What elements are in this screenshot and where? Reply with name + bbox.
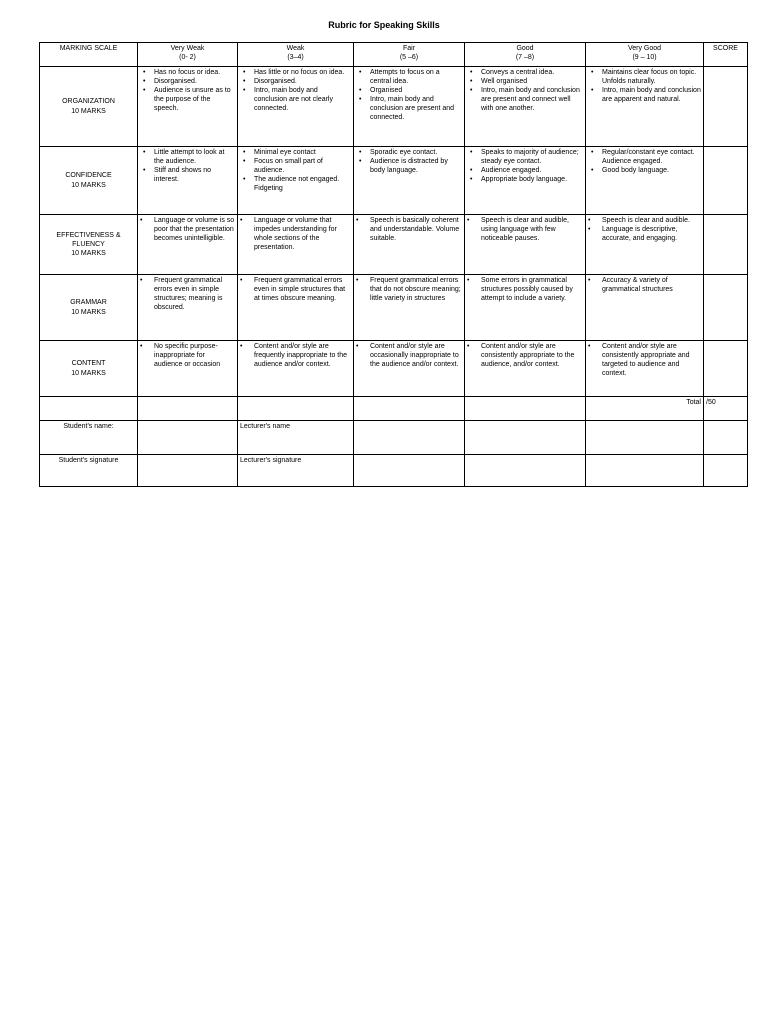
empty-cell [465,455,586,487]
criterion-cell [40,147,138,215]
descriptor-item: • Focus on small part of audience. [254,157,351,175]
criterion-cell [40,67,138,147]
criterion-name: ORGANIZATION [62,98,115,106]
level-range: (0- 2) [179,54,196,62]
level-name: Good [516,45,534,52]
criterion-marks: 10 MARKS [71,181,106,189]
descriptor-item: • Language or volume is so poor that the presentation becomes unintelligible. [154,216,235,243]
name-row [40,421,748,455]
criterion-marks: 10 MARKS [71,369,106,377]
empty-cell [586,421,704,455]
descriptor-item: • Speaks to majority of audience; steady eye contact. [481,148,583,166]
score-cell[interactable] [704,215,748,275]
descriptor-item: • Sporadic eye contact. [370,148,462,157]
descriptor-list [240,216,351,252]
descriptor-cell [138,147,238,215]
criterion-marks: 10 MARKS [71,107,106,115]
descriptor-item: • Speech is clear and audible, using language with few noticeable pauses. [481,216,583,243]
descriptor-item: • Disorganised. [254,77,351,86]
level-header [138,43,238,67]
descriptor-item: • Intro, main body and conclusion are present and connect well with one another. [481,86,583,113]
descriptor-cell [586,215,704,275]
descriptor-item: • Intro, main body and conclusion are present and connected. [370,95,462,122]
student-signature-field[interactable] [138,455,238,487]
descriptor-item: • Has no focus or idea. [154,68,235,77]
criterion-row [40,275,748,341]
descriptor-item: • Content and/or style are consistently appropriate and targeted to audience and context. [602,342,701,378]
score-cell[interactable] [704,147,748,215]
descriptor-item: • Appropriate body language. [481,175,583,184]
descriptor-item: • Language or volume that impedes understanding for whole sections of the presentation. [254,216,351,252]
descriptor-item: • Maintains clear focus on topic. Unfolds naturally. [602,68,701,86]
criterion-name: EFFECTIVENESS & FLUENCY [56,231,121,248]
level-header [354,43,465,67]
descriptor-item: • Has little or no focus on idea. [254,68,351,77]
descriptor-item: • Minimal eye contact [254,148,351,157]
empty-cell [354,397,465,421]
descriptor-cell [354,275,465,341]
descriptor-list [356,216,462,243]
level-range: (3–4) [287,54,304,62]
descriptor-cell [138,215,238,275]
document-title: Rubric for Speaking Skills [328,20,440,30]
empty-cell [465,421,586,455]
student-name-label: Student's name: [40,421,138,455]
descriptor-list [356,148,462,175]
student-signature-label: Student's signature [40,455,138,487]
descriptor-item: • Language is descriptive, accurate, and engaging. [602,225,701,243]
descriptor-list [140,148,235,184]
level-name: Very Weak [170,45,205,52]
descriptor-item: • Audience is distracted by body language. [370,157,462,175]
empty-cell [704,421,748,455]
criterion-marks: 10 MARKS [71,250,106,258]
descriptor-list [588,342,701,378]
descriptor-list [140,276,235,312]
score-cell[interactable] [704,275,748,341]
descriptor-item: • Content and/or style are consistently appropriate to the audience, and/or context. [481,342,583,369]
rubric-table [39,42,748,487]
empty-cell [704,455,748,487]
descriptor-cell [586,275,704,341]
level-name: Fair [402,45,416,52]
level-name: Very Good [627,45,662,52]
descriptor-item: • Frequent grammatical errors even in simple structures that at times obscure meaning. [254,276,351,303]
lecturer-signature-label: Lecturer's signature [238,455,354,487]
descriptor-cell [586,147,704,215]
header-row [40,43,748,67]
descriptor-item: • Some errors in grammatical structures possibly caused by attempt to include a variety. [481,276,583,303]
descriptor-cell [465,67,586,147]
descriptor-list [588,148,701,175]
empty-cell [40,397,138,421]
criterion-name: GRAMMAR [70,299,107,307]
descriptor-list [356,276,462,303]
level-header [465,43,586,67]
student-name-field[interactable] [138,421,238,455]
descriptor-item: • Disorganised. [154,77,235,86]
score-cell[interactable] [704,67,748,147]
descriptor-cell [138,275,238,341]
level-range: (9 – 10) [632,54,657,62]
descriptor-item: • Frequent grammatical errors that do not obscure meaning; little variety in structures [370,276,462,303]
empty-cell [138,397,238,421]
descriptor-item: • Intro, main body and conclusion are not clearly connected. [254,86,351,113]
descriptor-list [240,68,351,113]
descriptor-list [240,148,351,193]
descriptor-list [240,342,351,369]
level-header [586,43,704,67]
descriptor-item: • Frequent grammatical errors even in simple structures; meaning is obscured. [154,276,235,312]
descriptor-item: • Organised [370,86,462,95]
marking-scale-header: MARKING SCALE [40,43,138,67]
descriptor-item: • Speech is basically coherent and understandable. Volume suitable. [370,216,462,243]
criterion-marks: 10 MARKS [71,308,106,316]
descriptor-list [140,216,235,243]
descriptor-list [467,68,583,113]
descriptor-list [467,148,583,184]
empty-cell [238,397,354,421]
level-range: (5 –6) [399,54,419,62]
lecturer-signature-field[interactable] [354,455,465,487]
descriptor-item: • Audience is unsure as to the purpose of the speech. [154,86,235,113]
descriptor-item: • Regular/constant eye contact. Audience engaged. [602,148,701,166]
descriptor-item: • Accuracy & variety of grammatical structures [602,276,701,294]
descriptor-cell [354,341,465,397]
descriptor-item: • Stiff and shows no interest. [154,166,235,184]
descriptor-cell [138,341,238,397]
level-header [238,43,354,67]
descriptor-list [140,342,235,369]
descriptor-item: • Conveys a central idea. [481,68,583,77]
descriptor-item: • Content and/or style are occasionally inappropriate to the audience and/or context. [370,342,462,369]
descriptor-item: • Content and/or style are frequently inappropriate to the audience and/or context. [254,342,351,369]
descriptor-cell [586,67,704,147]
descriptor-cell [465,275,586,341]
descriptor-cell [238,67,354,147]
descriptor-cell [138,67,238,147]
descriptor-item: • Intro, main body and conclusion are apparent and natural. [602,86,701,104]
level-name: Weak [286,45,305,52]
descriptor-cell [465,215,586,275]
empty-cell [465,397,586,421]
descriptor-list [588,216,701,243]
score-cell[interactable] [704,341,748,397]
descriptor-cell [354,215,465,275]
total-label: Total [586,397,704,421]
descriptor-cell [465,341,586,397]
descriptor-item: • Well organised [481,77,583,86]
descriptor-list [467,342,583,369]
descriptor-item: • Little attempt to look at the audience. [154,148,235,166]
descriptor-item: • The audience not engaged. Fidgeting [254,175,351,193]
descriptor-item: • Audience engaged. [481,166,583,175]
total-value: /50 [704,397,748,421]
descriptor-list [588,68,701,104]
descriptor-item: • No specific purpose-inappropriate for audience or occasion [154,342,235,369]
criterion-row [40,341,748,397]
descriptor-cell [238,215,354,275]
descriptor-cell [238,275,354,341]
descriptor-cell [354,147,465,215]
descriptor-list [140,68,235,113]
descriptor-cell [465,147,586,215]
score-header: SCORE [704,43,748,67]
descriptor-list [588,276,701,294]
criterion-cell [40,215,138,275]
criterion-row [40,215,748,275]
descriptor-list [240,276,351,303]
descriptor-cell [586,341,704,397]
total-row [40,397,748,421]
lecturer-name-field[interactable] [354,421,465,455]
criterion-cell [40,341,138,397]
criterion-cell [40,275,138,341]
criterion-row [40,147,748,215]
descriptor-cell [238,341,354,397]
criterion-name: CONFIDENCE [65,172,112,180]
descriptor-item: • Speech is clear and audible. [602,216,701,225]
descriptor-list [356,68,462,123]
criterion-name: CONTENT [71,360,106,368]
descriptor-list [467,276,583,303]
descriptor-list [467,216,583,243]
level-range: (7 –8) [515,54,535,62]
signature-row [40,455,748,487]
descriptor-list [356,342,462,369]
descriptor-cell [238,147,354,215]
criterion-row [40,67,748,147]
descriptor-cell [354,67,465,147]
lecturer-name-label: Lecturer's name [238,421,354,455]
descriptor-item: • Attempts to focus on a central idea. [370,68,462,86]
descriptor-item: • Good body language. [602,166,701,175]
empty-cell [586,455,704,487]
